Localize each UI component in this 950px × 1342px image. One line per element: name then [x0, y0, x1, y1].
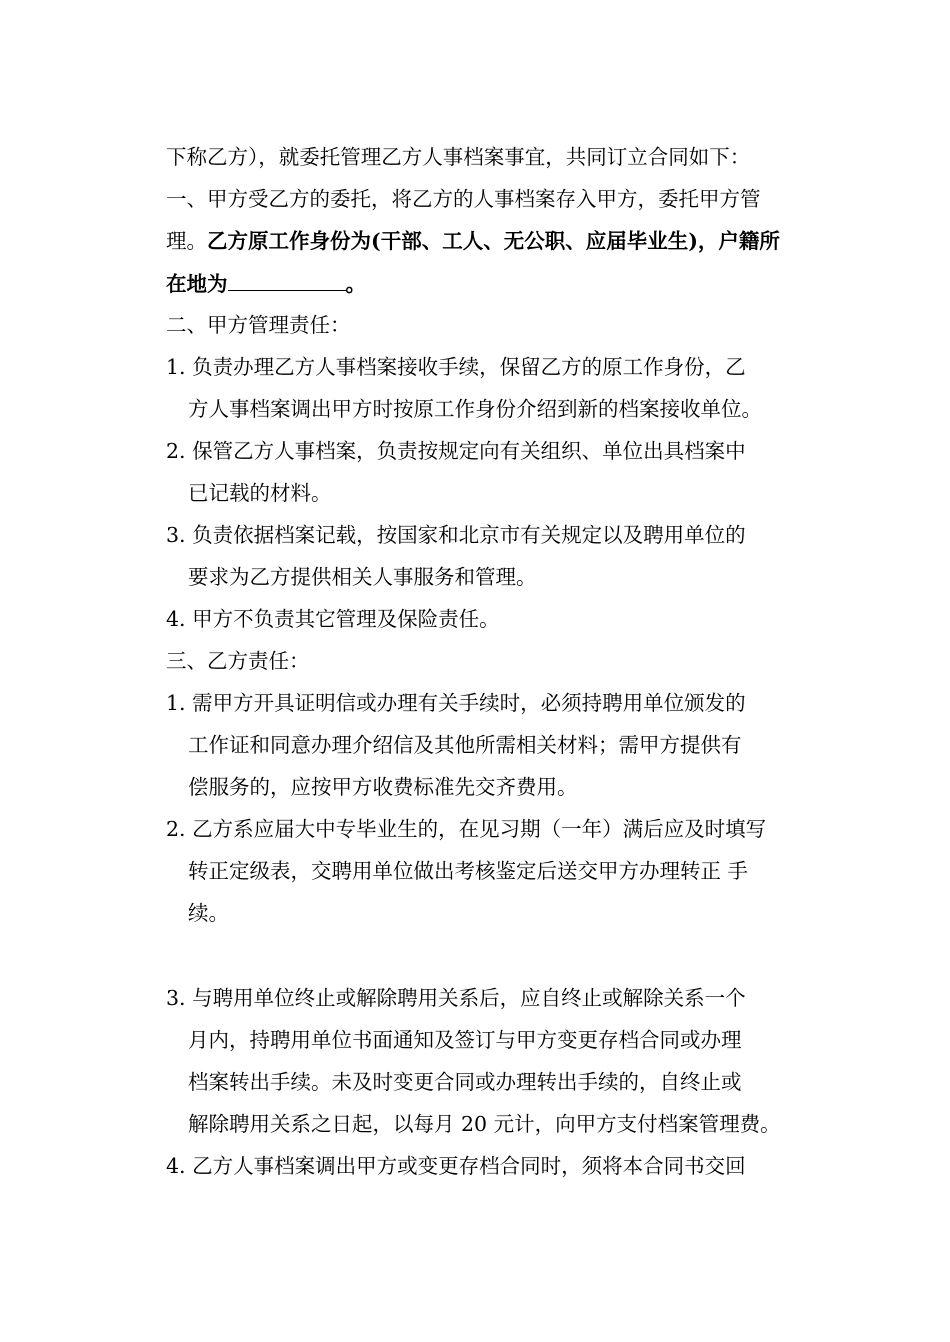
- section-2-item-2-b: 已记载的材料。: [188, 481, 332, 505]
- intro-line-1: 下称乙方），就委托管理乙方人事档案事宜，共同订立合同如下：: [166, 145, 751, 169]
- household-blank-field[interactable]: [228, 270, 346, 291]
- clause-1-bold-text: 乙方原工作身份为(干部、工人、无公职、应届毕业生)，户籍所: [207, 229, 780, 253]
- section-3-item-3-d: 解除聘用关系之日起，以每月 20 元计，向甲方支付档案管理费。: [188, 1112, 781, 1136]
- clause-1-line-2: [166, 228, 780, 254]
- section-3-item-2-a: 2. 乙方系应届大中专毕业生的，在见习期（一年）满后应及时填写: [166, 817, 767, 841]
- section-3-item-2-c: 续。: [188, 901, 229, 925]
- section-3-item-1-c: 偿服务的，应按甲方收费标准先交齐费用。: [188, 775, 578, 799]
- section-3-item-4-a: 4. 乙方人事档案调出甲方或变更存档合同时，须将本合同书交回: [166, 1154, 746, 1178]
- section-3-item-1-a: 1. 需甲方开具证明信或办理有关手续时，必须持聘用单位颁发的: [166, 691, 746, 715]
- section-2-item-3-a: 3. 负责依据档案记载，按国家和北京市有关规定以及聘用单位的: [166, 523, 746, 547]
- section-2-item-3-b: 要求为乙方提供相关人事服务和管理。: [188, 565, 537, 589]
- section-3-item-1-b: 工作证和同意办理介绍信及其他所需相关材料；需甲方提供有: [188, 733, 742, 757]
- section-2-item-2-a: 2. 保管乙方人事档案，负责按规定向有关组织、单位出具档案中: [166, 439, 746, 463]
- section-3-heading: 三、乙方责任：: [166, 649, 310, 673]
- clause-1-normal-text: 理。: [166, 229, 207, 253]
- section-3-item-3-b: 月内，持聘用单位书面通知及签订与甲方变更存档合同或办理: [188, 1028, 742, 1052]
- household-label: 在地为: [166, 272, 228, 296]
- section-2-item-1-a: 1. 负责办理乙方人事档案接收手续，保留乙方的原工作身份，乙: [166, 355, 746, 379]
- clause-1-line-1: 一、甲方受乙方的委托，将乙方的人事档案存入甲方，委托甲方管: [166, 187, 761, 211]
- section-3-item-3-c: 档案转出手续。未及时变更合同或办理转出手续的，自终止或: [188, 1070, 742, 1094]
- household-period: 。: [345, 272, 366, 296]
- section-2-item-4: 4. 甲方不负责其它管理及保险责任。: [166, 607, 500, 631]
- section-2-heading: 二、甲方管理责任：: [166, 313, 351, 337]
- section-3-item-3-a: 3. 与聘用单位终止或解除聘用关系后，应自终止或解除关系一个: [166, 986, 746, 1010]
- section-2-item-1-b: 方人事档案调出甲方时按原工作身份介绍到新的档案接收单位。: [188, 397, 762, 421]
- section-3-item-2-b: 转正定级表，交聘用单位做出考核鉴定后送交甲方办理转正 手: [188, 859, 749, 883]
- clause-1-line-3: [166, 270, 366, 297]
